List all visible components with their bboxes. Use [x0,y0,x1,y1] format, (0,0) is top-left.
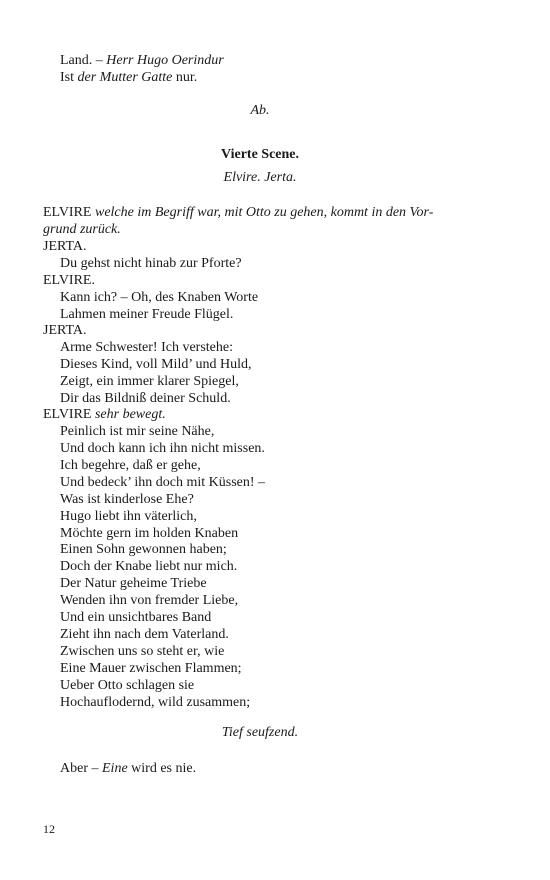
page-number: 12 [43,822,55,836]
speaker-name: ELVIRE [43,407,95,422]
verse-line: Wenden ihn von fremder Liebe, [60,593,239,608]
verse-line [60,760,196,777]
verse-line [60,52,224,69]
verse-line: Lahmen meiner Freude Flügel. [60,307,234,322]
verse-line: Kann ich? – Oh, des Knaben Worte [60,290,259,305]
verse-text: wird es nie. [127,761,197,776]
verse-line: Hugo liebt ihn väterlich, [60,509,197,524]
verse-line: Dir das Bildniß deiner Schuld. [60,391,231,406]
stage-direction [43,204,433,221]
verse-text: nur. [172,70,198,85]
verse-line: Möchte gern im holden Knaben [60,526,239,541]
speaker-name: JERTA. [43,239,87,254]
verse-italic: Eine [102,761,128,776]
verse-text: Aber – [60,761,102,776]
verse-italic: der Mutter Gatte [77,70,173,85]
stage-direction [43,406,166,423]
verse-line: Einen Sohn gewonnen haben; [60,542,227,557]
direction-text: sehr bewegt. [94,407,166,422]
speaker-name: JERTA. [43,323,87,338]
persons-text: Elvire. Jerta. [223,170,297,185]
verse-line: Zieht ihn nach dem Vaterland. [60,627,229,642]
verse-line: Und doch kann ich ihn nicht missen. [60,441,265,456]
stage-direction-sigh [0,724,520,741]
verse-line: Ich begehre, daß er gehe, [60,458,201,473]
verse-line: Du gehst nicht hinab zur Pforte? [60,256,242,271]
scene-title: Vierte Scene. [221,147,299,162]
scene-persons [0,169,520,186]
verse-line: Und bedeck’ ihn doch mit Küssen! – [60,475,266,490]
speaker-name: ELVIRE [43,205,95,220]
speaker-name: ELVIRE. [43,273,95,288]
verse-line: Ueber Otto schlagen sie [60,678,195,693]
verse-text: Ist [60,70,78,85]
exit-text: Ab. [250,103,270,118]
verse-line [60,69,197,86]
verse-line: Dieses Kind, voll Mild’ und Huld, [60,357,252,372]
verse-line: Eine Mauer zwischen Flammen; [60,661,242,676]
verse-line: Der Natur geheime Triebe [60,576,207,591]
sigh-text: Tief seufzend. [221,725,299,740]
verse-line: Doch der Knabe liebt nur mich. [60,559,238,574]
verse-italic: Herr Hugo Oerindur [106,53,224,68]
direction-text: welche im Begriff war, mit Otto zu gehen, kommt in den Vor- [94,205,434,220]
verse-line: Zeigt, ein immer klarer Spiegel, [60,374,239,389]
direction-text: grund zurück. [43,222,121,237]
verse-line: Zwischen uns so steht er, wie [60,644,225,659]
verse-text: Land. – [60,53,107,68]
stage-direction [43,221,121,238]
stage-direction-exit [0,102,520,119]
verse-line: Hochauflodernd, wild zusammen; [60,695,251,710]
verse-line: Peinlich ist mir seine Nähe, [60,424,215,439]
verse-line: Was ist kinderlose Ehe? [60,492,194,507]
verse-line: Und ein unsichtbares Band [60,610,212,625]
verse-line: Arme Schwester! Ich verstehe: [60,340,233,355]
